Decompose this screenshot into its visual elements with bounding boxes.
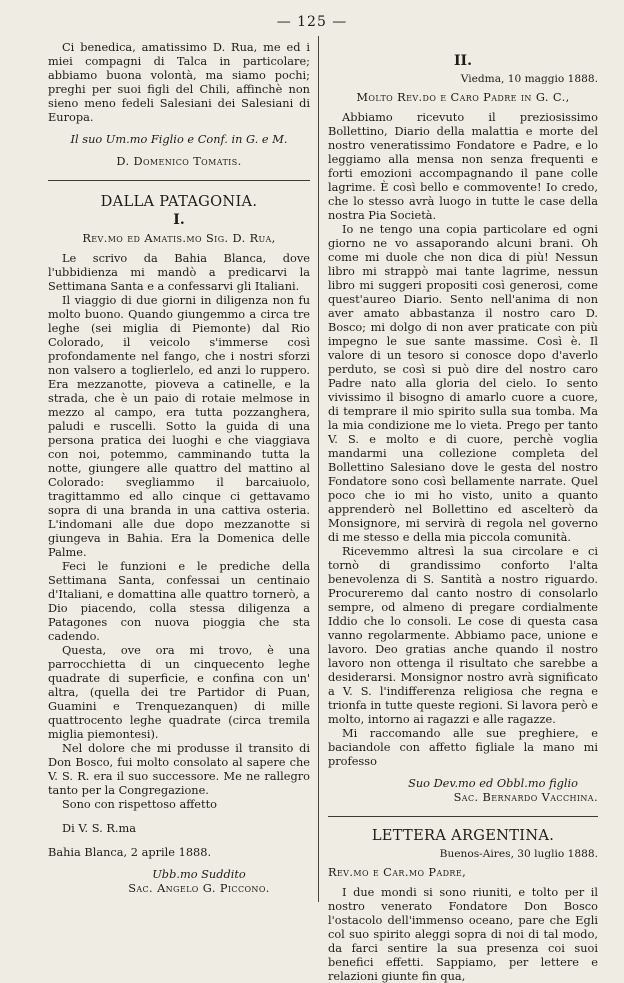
- letter-paragraph: Feci le funzioni e le prediche della Settimana Santa, confessai un centinaio d'Italiani, e domattina alle quattro tornerò, a Dio piacendo, colla stessa diligenza a Patagones con nuova pioggia che sta cadendo.: [48, 559, 310, 643]
- letter-paragraph: Questa, ove ora mi trovo, è una parrocchietta di un cinquecento leghe quadrate di superficie, e confina con un' altra, (quella dei tre Partidor di Puan, Guamini e Trenquezanquen) di mille quattrocento leghe quadrate (circa tremila miglia piemontesi).: [48, 643, 310, 741]
- letter-place-date: Bahia Blanca, 2 aprile 1888.: [48, 845, 212, 859]
- left-column: [48, 40, 310, 900]
- letter-numeral: I.: [173, 212, 185, 228]
- letter-salutation: Molto Rev.do e Caro Padre in G. C.,: [356, 90, 570, 104]
- letter-di: Di V. S. R.ma: [62, 821, 136, 835]
- page-number: — 125 —: [276, 14, 348, 30]
- letter-paragraph: Abbiamo ricevuto il preziosissimo Bollettino, Diario della malattia e morte del nostro veneratissimo Fondatore e Padre, e lo leggiamo alla mensa non senza frequenti e forti emozioni accompagnando il pane colle lagrime. È così bello e commovente! Io credo, che lo stesso avrà luogo in tutte le case della nostra Pia Società.: [328, 110, 598, 222]
- letter-paragraph: Il viaggio di due giorni in diligenza non fu molto buono. Quando giungemmo a circa tre leghe (sei miglia di Piemonte) dal Rio Colorado, il veicolo s'immerse così profondamente nel fango, che i nostri sforzi non valsero a toglierlelo, ed anzi lo ruppero. Era mezzanotte, pioveva a catinelle, e la strada, che è un paio di rotaie melmose in mezzo al campo, era tutta pozzanghera, paludi e ruscelli. Sotto la guida di una persona pratica dei luoghi e che viaggiava con noi, potemmo, camminando tutta la notte, giungere alle quattro del mattino al Colorado: svegliammo il barcaiuolo, tragittammo ed allo cinque ci gettavamo sopra di una branda in una cattiva osteria. L'indomani alle due dopo mezzanotte si giungeva in Bahia. Era la Domenica delle Palme.: [48, 293, 310, 559]
- letter-paragraph: Ricevemmo altresì la sua circolare e ci tornò di grandissimo conforto l'alta benevolenza di S. Santità a nostro riguardo. Procureremo dal canto nostro di consolarlo sempre, od almeno di pregare cordialmente Iddio che lo consoli. Le cose di questa casa vanno regolarmente. Abbiamo pace, unione e lavoro. Deo gratias anche quando il nostro lavoro non ottenga il risultato che sarebbe a desiderarsi. Monsignor nostro avrà significato a V. S. l'indifferenza religiosa che regna e trionfa in tutte queste regioni. Si lavora però e molto, intorno ai ragazzi e alle ragazze.: [328, 544, 598, 726]
- letter-closing: Ubb.mo Suddito: [152, 867, 246, 881]
- intro-paragraph: Ci benedica, amatissimo D. Rua, me ed i miei compagni di Talca in particolare; abbiamo buona volontà, ma siamo pochi; preghi per suoi figli del Chili, affinchè non sieno meno fedeli Salesiani dei Salesiani di Europa.: [48, 40, 310, 124]
- letter-paragraph: I due mondi si sono riuniti, e tolto per il nostro venerato Fondatore Don Bosco l'ostacolo dell'immenso oceano, pare che Egli col suo spirito aleggi sopra di noi di tal modo, da farci sentire la sua presenza coi suoi benefici effetti. Sappiamo, per lettere e relazioni giunte fin qua,: [328, 885, 598, 983]
- letter-salutation: Rev.mo e Car.mo Padre,: [328, 865, 467, 879]
- letter-signature: Sac. Angelo G. Piccono.: [128, 881, 270, 895]
- letter-salutation: Rev.mo ed Amatis.mo Sig. D. Rua,: [82, 231, 276, 245]
- letter-signature: Sac. Bernardo Vacchina.: [453, 790, 598, 804]
- intro-signature: D. Domenico Tomatis.: [116, 154, 242, 168]
- letter-place-date: Viedma, 10 maggio 1888.: [460, 73, 598, 85]
- intro-closing: Il suo Um.mo Figlio e Conf. in G. e M.: [70, 132, 288, 146]
- right-column: [328, 40, 598, 983]
- section-rule: [48, 180, 310, 181]
- section-title: DALLA PATAGONIA.: [100, 193, 258, 210]
- letter-place-date: Buenos-Aires, 30 luglio 1888.: [439, 848, 598, 860]
- letter-paragraph: Sono con rispettoso affetto: [62, 797, 217, 811]
- column-divider: [318, 36, 319, 902]
- letter-closing: Suo Dev.mo ed Obbl.mo figlio: [408, 776, 578, 790]
- section-title: LETTERA ARGENTINA.: [371, 827, 555, 844]
- letter-paragraph: Le scrivo da Bahia Blanca, dove l'ubbidienza mi mandò a predicarvi la Settimana Santa e a confessarvi gli Italiani.: [48, 251, 310, 293]
- letter-paragraph: Mi raccomando alle sue preghiere, e baciandole con affetto figliale la mano mi professo: [328, 726, 598, 768]
- letter-numeral: II.: [454, 53, 472, 69]
- section-rule: [328, 816, 598, 817]
- letter-paragraph: Io ne tengo una copia particolare ed ogni giorno ne vo assaporando alcuni brani. Oh come mi duole che non dica di più! Nessun libro mi strappò mai tante lagrime, nessun libro mi suggeri propositi così generosi, come quest'aureo Diario. Sento nell'anima di non aver amato abbastanza il nostro caro D. Bosco; mi dolgo di non aver praticate con più impegno le sue sante massime. Così è. Il valore di un tesoro si conosce dopo d'averlo perduto, se così si può dire del nostro caro Padre nato alla gloria del cielo. Io sento vivissimo il bisogno di amarlo cuore a cuore, di temprare il mio spirito sulla sua tomba. Ma la mia condizione me lo vieta. Prego per tanto V. S. e molto e di cuore, perchè voglia mandarmi una collezione completa del Bollettino Salesiano dove le gesta del nostro Fondatore sono così bellamente narrate. Quel poco che io mi ho visto, unito a quanto apprenderò nel Bollettino ed ascelterò da Monsignore, mi servirà di regola nel governo di me stesso e della mia piccola comunità.: [328, 222, 598, 544]
- letter-paragraph: Nel dolore che mi produsse il transito di Don Bosco, fui molto consolato al sapere che V. S. R. era il suo successore. Me ne rallegro tanto per la Congregazione.: [48, 741, 310, 797]
